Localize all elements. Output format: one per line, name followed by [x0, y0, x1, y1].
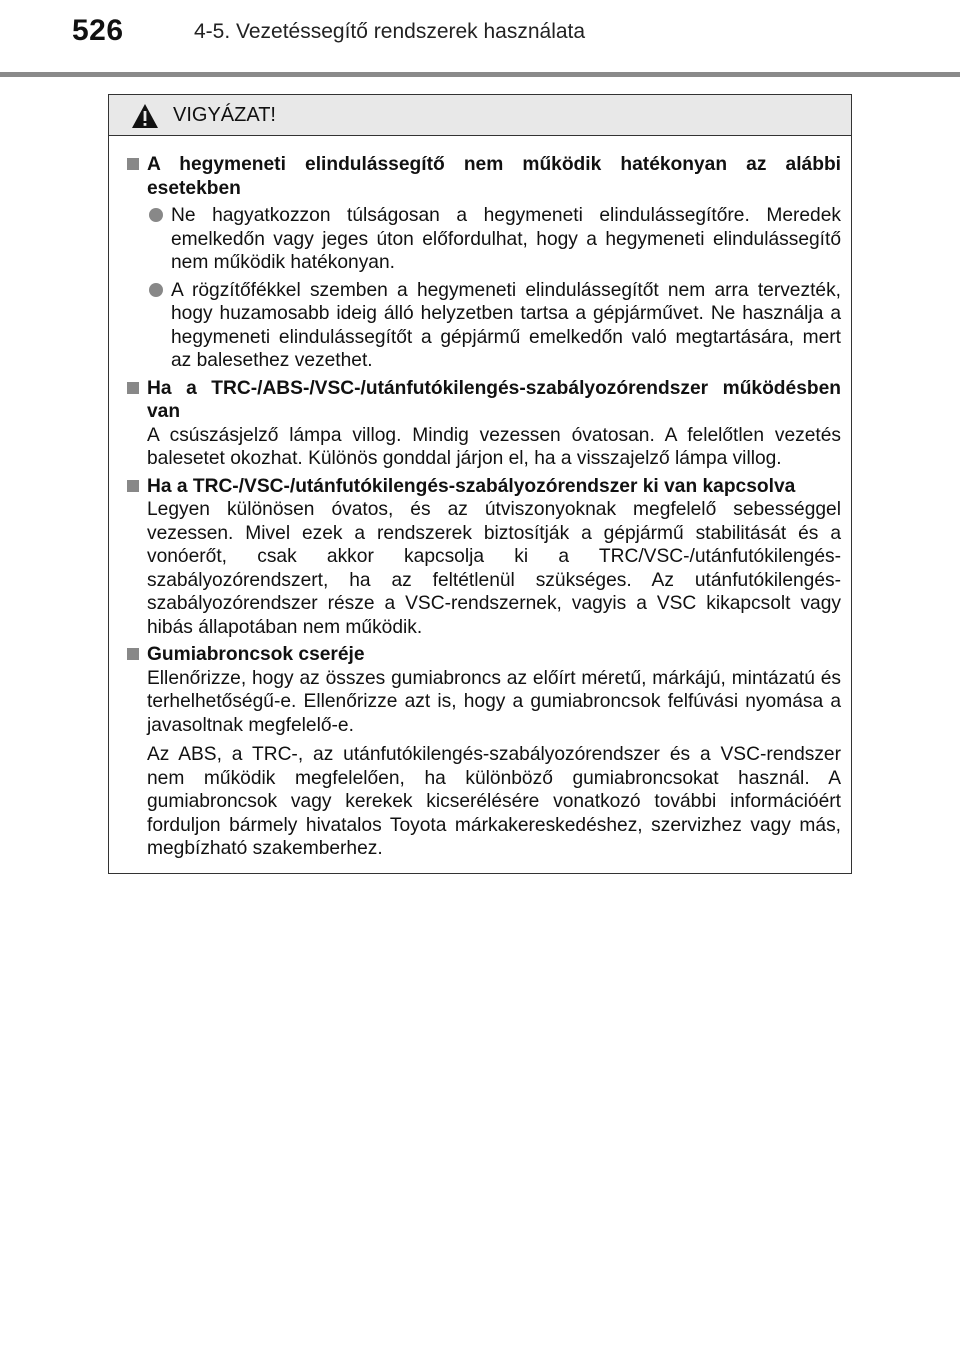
square-bullet-icon	[127, 382, 139, 394]
sub-item	[147, 279, 841, 373]
item-paragraph: Az ABS, a TRC-, az utánfutókilengés-szabályozórendszer és a VSC-rendszer nem működik megfelelően, ha különböző gumiabroncsokat használ. A gumiabroncsok vagy kerekek kicserélésére vonatkozó további információért forduljon bármely hivatalos Toyota márkakereskedéshez, szervizhez vagy más, megbízható szakemberhez.	[147, 744, 841, 859]
warning-box	[108, 94, 852, 874]
sub-item-text: A rögzítőfékkel szemben a hegymeneti elindulássegítőt nem arra tervezték, hogy huzamosabb ideig álló helyzetben tartsa a gépjárművet. Ne használja a hegymeneti elindulássegítőt a gépjármű emelkedőn való megtartására, mert az balesethez vezethet.	[171, 279, 841, 371]
header-divider	[0, 72, 960, 77]
item-title: Ha a TRC-/VSC-/utánfutókilengés-szabályozórendszer ki van kapcsolva	[147, 475, 796, 497]
warning-item	[123, 643, 841, 861]
warning-header	[109, 95, 851, 136]
round-bullet-icon	[149, 283, 163, 297]
round-bullet-icon	[149, 208, 163, 222]
sub-item	[147, 204, 841, 275]
item-title: A hegymeneti elindulássegítő nem működik hatékonyan az alábbi esetekben	[147, 154, 841, 199]
square-bullet-icon	[127, 480, 139, 492]
item-title: Gumiabroncsok cseréje	[147, 644, 365, 665]
item-paragraph: Legyen különösen óvatos, és az útviszonyoknak megfelelő sebességgel vezessen. Mivel ezek a rendszerek biztosítják a gépjármű stabilitását és a vonóerőt, csak akkor kapcsolja ki a TRC/VSC-/utánfutókilengés-szabályozórendszert, ha az feltétlenül szükséges. Az utánfutókilengés-szabályozórendszer része a VSC-rendszernek, vagyis a VSC kikapcsolt vagy hibás állapotában nem működik.	[147, 499, 841, 638]
item-paragraph: Ellenőrizze, hogy az összes gumiabroncs az előírt méretű, márkájú, mintázatú és terhelhetőségű-e. Ellenőrizze azt is, hogy a gumiabroncsok felfúvási nyomása a javasoltnak megfelelő-e.	[147, 667, 841, 736]
warning-content	[123, 153, 841, 865]
page-number: 526	[72, 14, 124, 47]
warning-item	[123, 153, 841, 373]
item-title: Ha a TRC-/ABS-/VSC-/utánfutókilengés-szabályozórendszer működésben van	[147, 377, 841, 422]
section-title: 4-5. Vezetéssegítő rendszerek használata	[194, 20, 586, 43]
warning-item	[123, 475, 841, 640]
item-paragraph: A csúszásjelző lámpa villog. Mindig vezessen óvatosan. A felelőtlen vezetés balesetet okozhat. Különös gonddal járjon el, ha a visszajelző lámpa villog.	[147, 424, 841, 469]
warning-title: VIGYÁZAT!	[173, 104, 276, 126]
page-header	[0, 0, 960, 80]
sub-item-text: Ne hagyatkozzon túlságosan a hegymeneti elindulássegítőre. Meredek emelkedőn vagy jeges úton előfordulhat, hogy a hegymeneti elindulássegítő nem működik hatékonyan.	[171, 205, 841, 273]
warning-item	[123, 377, 841, 471]
square-bullet-icon	[127, 648, 139, 660]
square-bullet-icon	[127, 158, 139, 170]
warning-triangle-icon	[131, 103, 159, 129]
